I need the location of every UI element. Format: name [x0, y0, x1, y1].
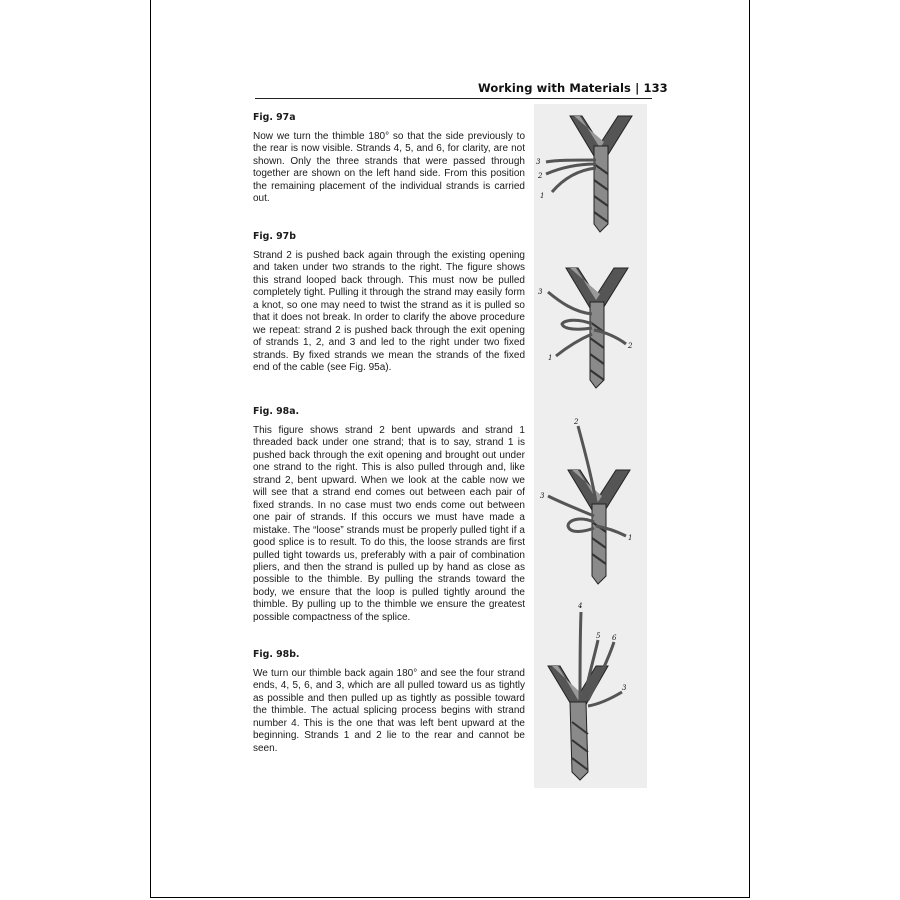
strand-label: 3: [622, 684, 627, 692]
section-fig-97b: [253, 231, 525, 375]
section-fig-98a: [253, 406, 525, 624]
fig-97a-heading: Fig. 97a: [253, 112, 296, 123]
fig-97a-drawing: [534, 104, 647, 240]
strand-label: 4: [578, 602, 583, 610]
strand-label: 1: [548, 354, 553, 362]
fig-98a-text: This figure shows strand 2 bent upwards and strand 1 threaded back under one strand; that is to say, strand 1 is pushed back through the exit opening and brought out under one strand to the right. This is also pulled through and, like strand 2, bent upward. When we look at the cable now we will see that a strand end comes out between each pair of fixed strands. In no case must two ends come out between one pair of strands. If this occurs we must have made a mistake. The “loose” strands must be properly pulled tight if a good splice is to result. To do this, the loose strands are first pulled tight towards us, preferably with a pair of combination pliers, and then the strand is pulled up by hand as close as possible to the thimble. By pulling the strands toward the body, we ensure that the loop is pulled tightly around the thimble. By pulling up to the thimble we ensure the greatest possible compactness of the splice.: [253, 425, 525, 623]
fig-97b-illustration: [534, 240, 647, 398]
fig-98b-text: We turn our thimble back again 180° and see the four strand ends, 4, 5, 6, and 3, which are all pulled toward us as tightly as possible and then pulled up as tightly as possible toward the thimble. The actual splicing process begins with strand number 4. This is the one that was left bent upward at the beginning. Strands 1 and 2 lie to the rear and cannot be seen.: [253, 668, 525, 754]
fig-98a-heading: Fig. 98a.: [253, 406, 300, 417]
strand-label: 6: [612, 634, 617, 642]
fig-97b-drawing: [534, 240, 647, 398]
strand-label: 3: [540, 492, 545, 500]
strand-label: 2: [574, 418, 579, 426]
strand-label: 5: [596, 632, 601, 640]
strand-label: 2: [538, 172, 543, 180]
fig-97b-heading: Fig. 97b: [253, 231, 296, 242]
fig-97b-text: Strand 2 is pushed back again through the existing opening and taken under two strands to the right. The figure shows this strand looped back through. This must now be pulled completely tight. Pulling it through the strand may easily form a knot, so one may need to twist the strand as it is pulled so that it does not break. In order to clarify the above procedure we repeat: strand 2 is pushed back through the exit opening of strands 1, 2, and 3 and led to the right under two fixed strands. By fixed strands we mean the strands of the fixed end of the cable (see Fig. 95a).: [253, 250, 525, 374]
strand-label: 3: [538, 288, 543, 296]
section-fig-97a: [253, 112, 525, 206]
strand-label: 1: [540, 192, 545, 200]
strand-label: 3: [536, 158, 541, 166]
running-head: Working with Materials | 133: [478, 81, 668, 95]
fig-98b-heading: Fig. 98b.: [253, 649, 300, 660]
fig-97a-illustration: [534, 104, 647, 240]
strand-label: 2: [628, 342, 633, 350]
fig-98b-illustration: [534, 588, 647, 788]
fig-98b-drawing: [534, 588, 647, 788]
section-fig-98b: [253, 649, 525, 755]
fig-97a-text: Now we turn the thimble 180° so that the side previously to the rear is now visible. Strands 4, 5, and 6, for clarity, are not shown. Only the three strands that were passed through together are shown on the left hand side. From this position the remaining placement of the individual strands is carried out.: [253, 131, 525, 205]
header-rule: [255, 98, 652, 99]
fig-98a-drawing: [534, 398, 647, 588]
fig-98a-illustration: [534, 398, 647, 588]
strand-label: 1: [628, 534, 633, 542]
